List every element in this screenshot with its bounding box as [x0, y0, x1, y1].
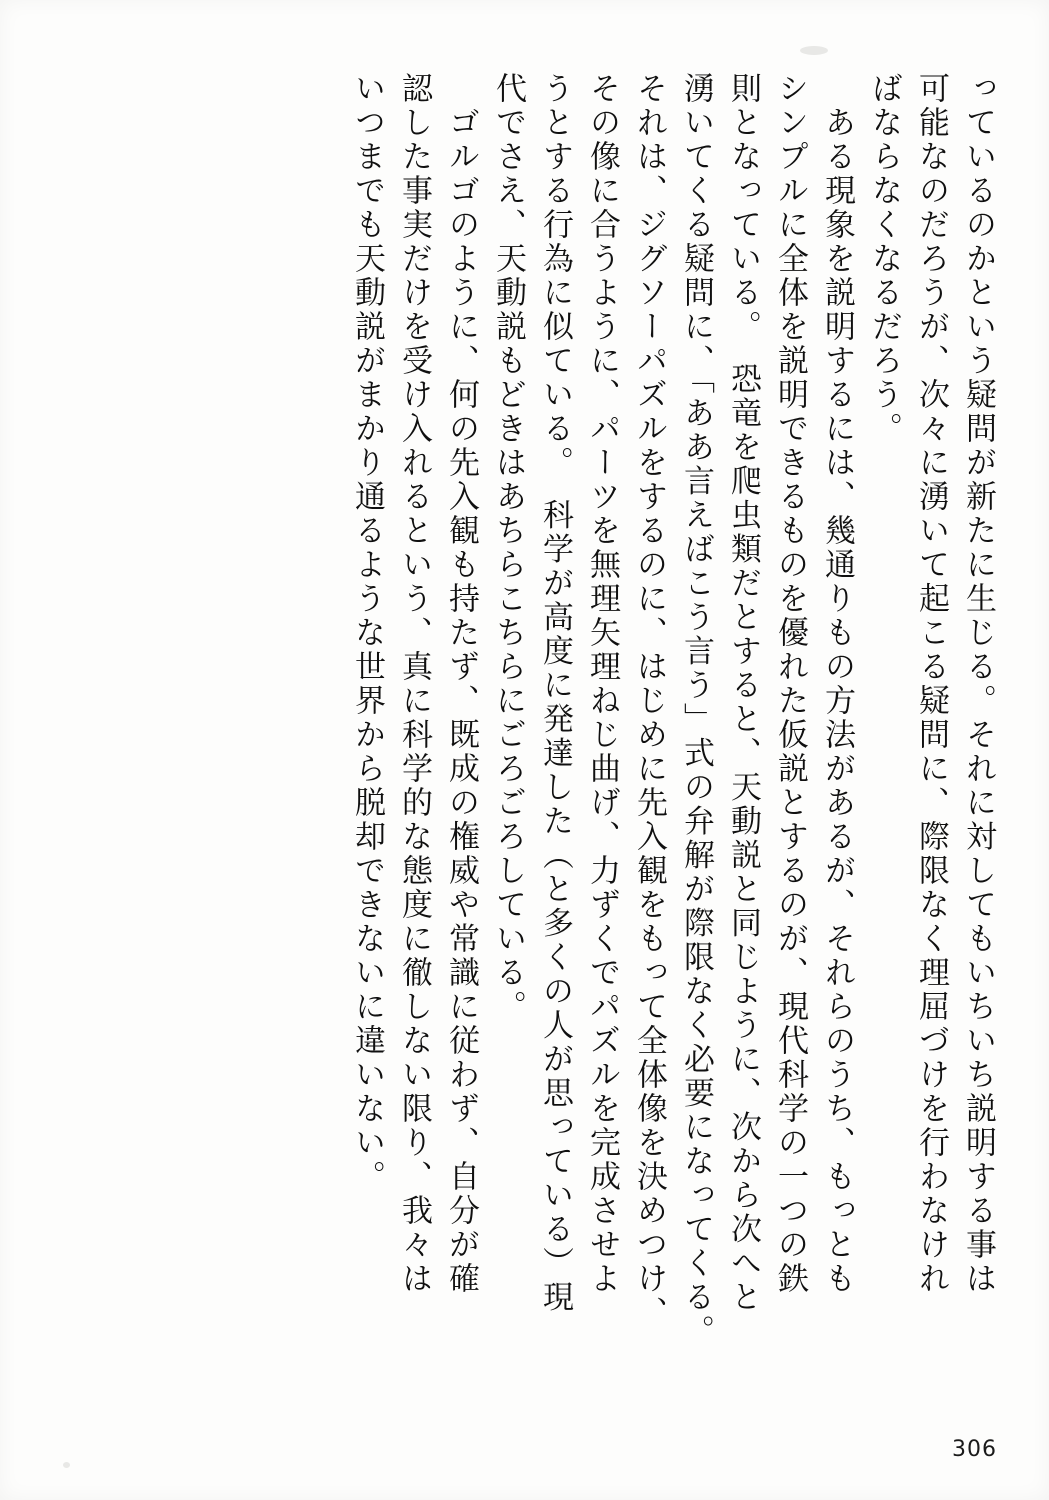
text-line: っているのかという疑問が新たに生じる。それに対してもいちいち説明する事は: [960, 72, 996, 1296]
text-line: 可能なのだろうが、次々に湧いて起こる疑問に、際限なく理屈づけを行わなけれ: [913, 72, 949, 1296]
scan-artifact: [63, 1462, 70, 1468]
text-line: いつまでも天動説がまかり通るような世界から脱却できないに違いない。: [349, 72, 385, 1194]
text-line: 代でさえ、天動説もどきはあちらこちらにごろごろしている。: [490, 72, 526, 1024]
scan-artifact: [800, 46, 828, 55]
text-line: ゴルゴのように、何の先入観も持たず、既成の権威や常識に従わず、自分が確: [443, 106, 479, 1296]
text-line: 湧いてくる疑問に、「ああ言えばこう言う」式の弁解が際限なく必要になってくる。: [678, 72, 714, 1349]
text-line: 則となっている。 恐竜を爬虫類だとすると、天動説と同じように、次から次へと: [725, 72, 761, 1315]
text-line: その像に合うように、パーツを無理矢理ねじ曲げ、力ずくでパズルを完成させよ: [584, 72, 620, 1296]
text-line: シンプルに全体を説明できるものを優れた仮説とするのが、現代科学の一つの鉄: [772, 72, 808, 1296]
page-number: 306: [952, 1437, 997, 1462]
vertical-text-body: [93, 72, 996, 1382]
text-line: ある現象を説明するには、幾通りもの方法があるが、それらのうち、もっとも: [819, 106, 855, 1296]
text-line: ばならなくなるだろう。: [866, 72, 902, 446]
text-line: うとする行為に似ている。 科学が高度に発達した（と多くの人が思っている）現: [537, 72, 573, 1315]
text-line: それは、ジグソーパズルをするのに、はじめに先入観をもって全体像を決めつけ、: [631, 72, 667, 1330]
text-line: 認した事実だけを受け入れるという、真に科学的な態度に徹しない限り、我々は: [396, 72, 432, 1296]
